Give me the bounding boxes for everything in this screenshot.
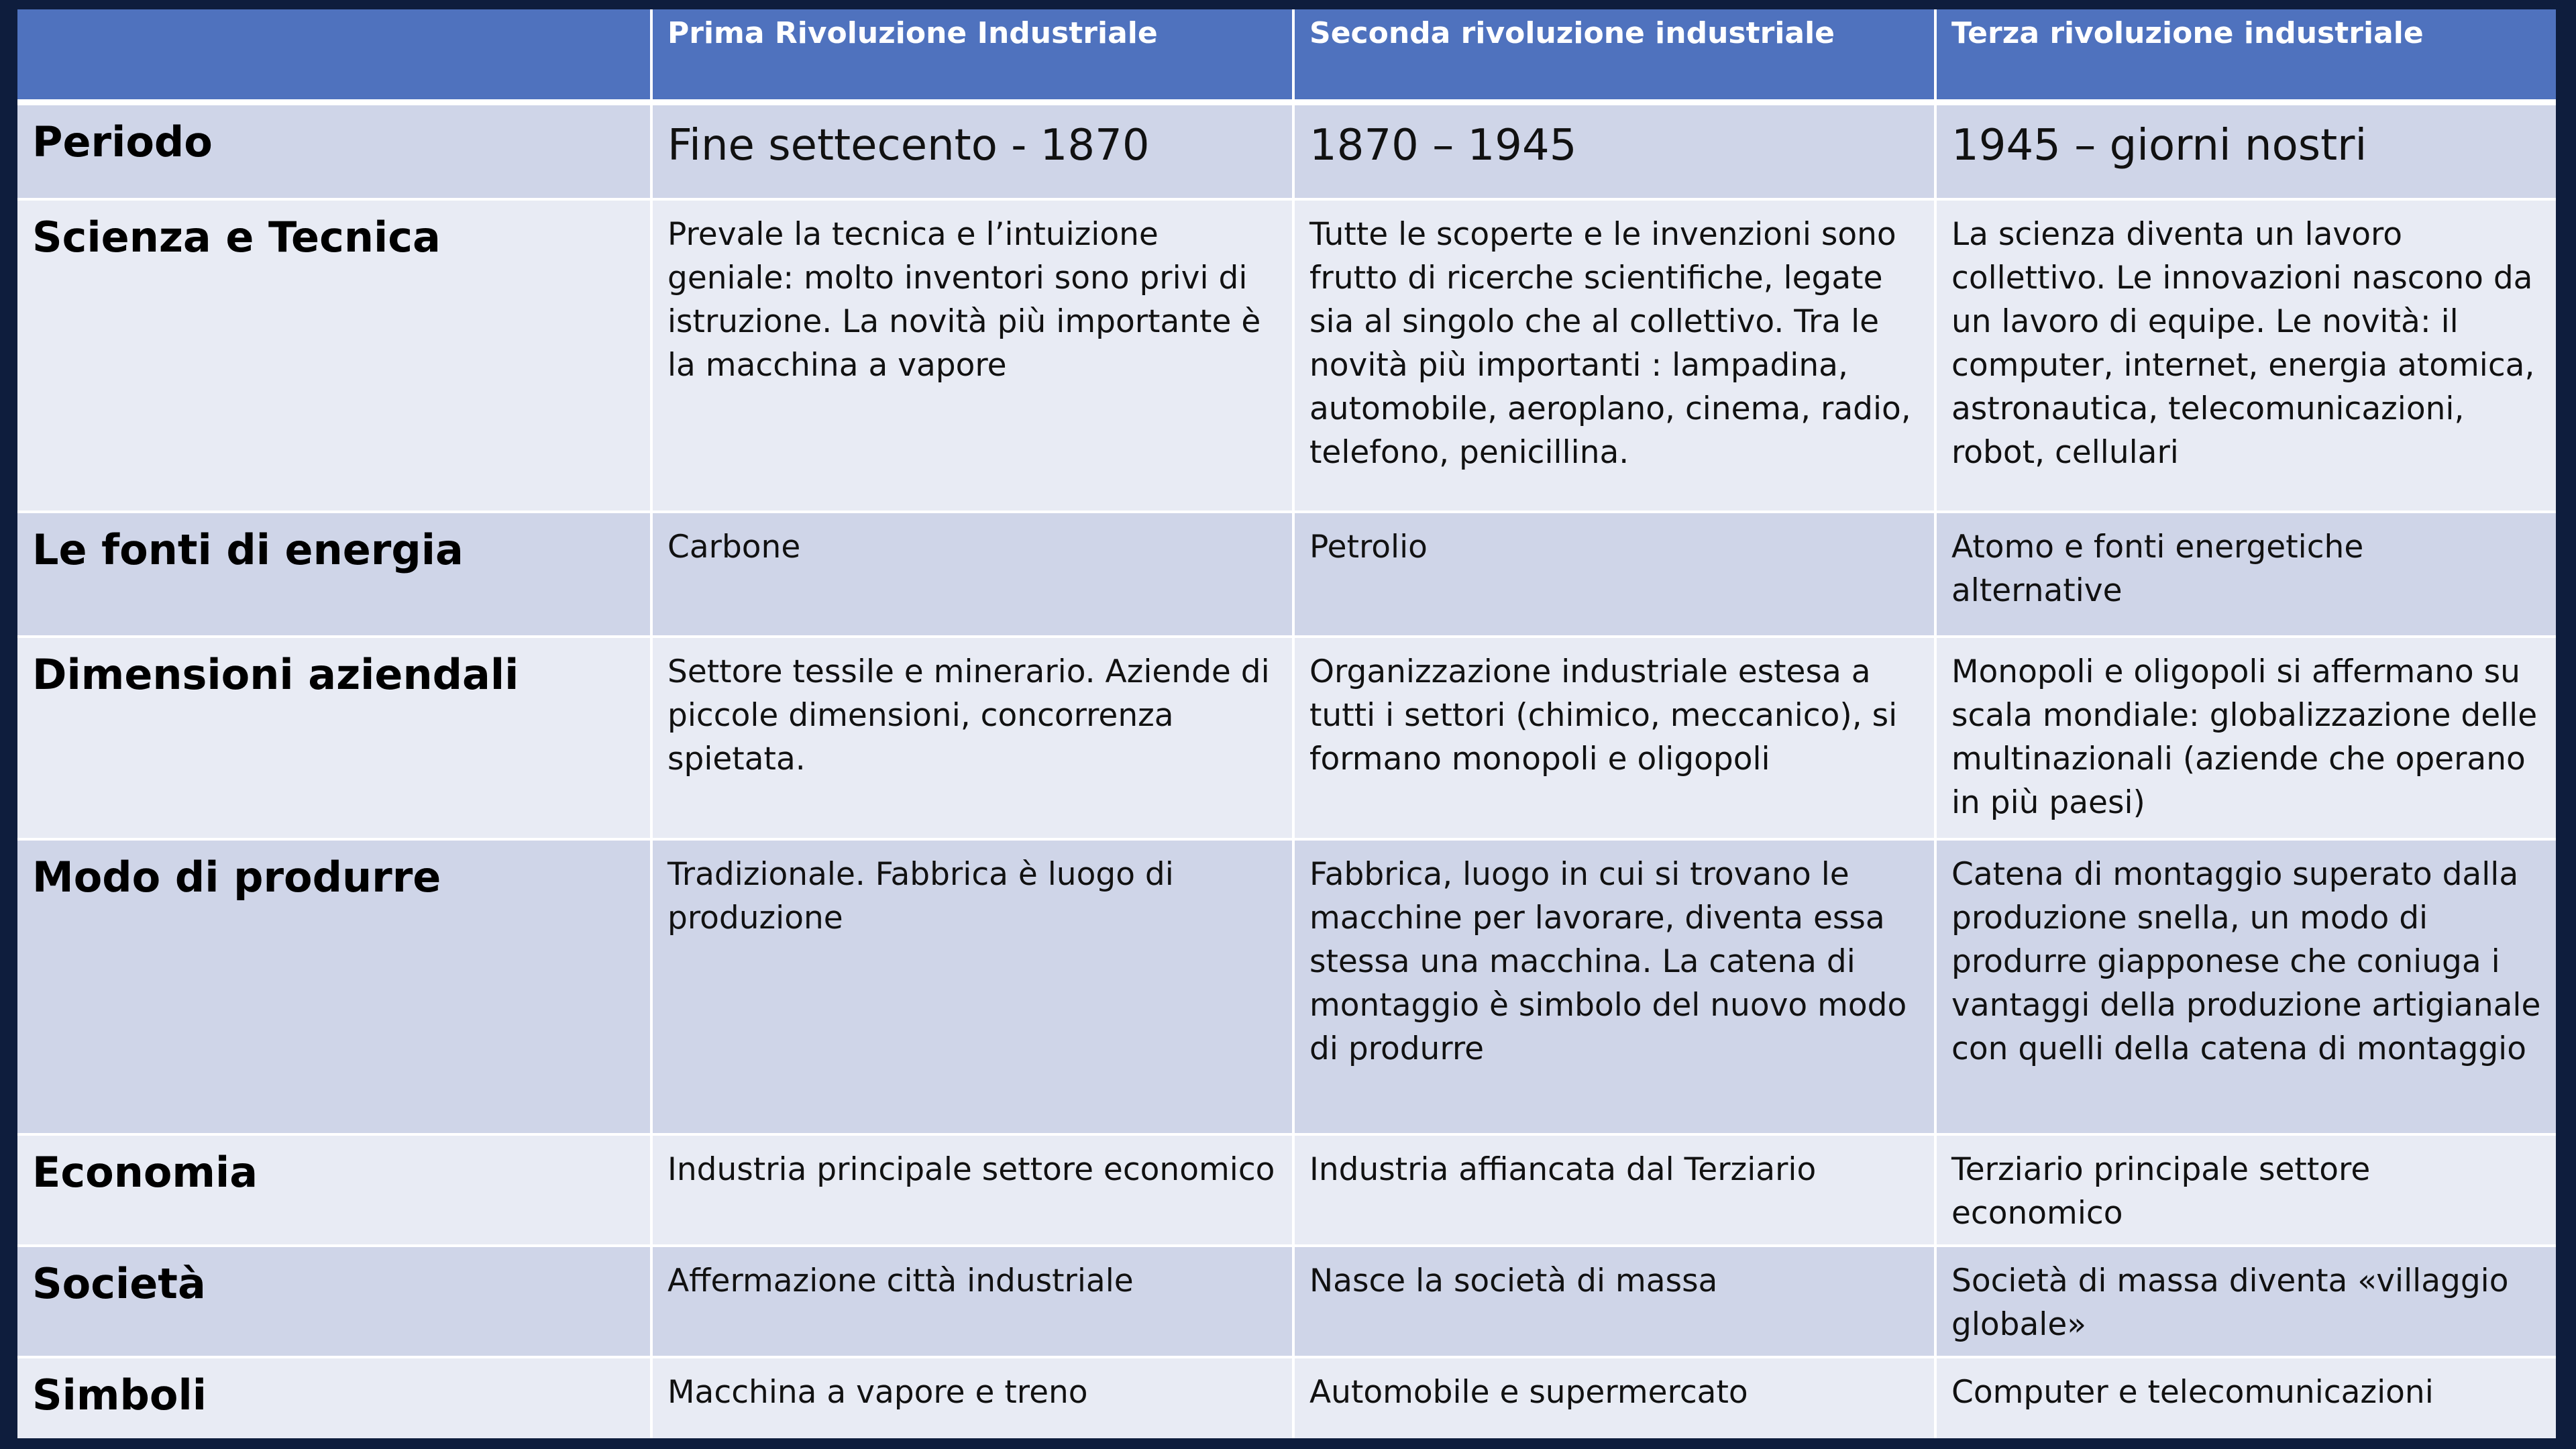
row-label-dimensioni: Dimensioni aziendali — [17, 637, 651, 839]
cell-seconda: Tutte le scoperte e le invenzioni sono frutto di ricerche scientifiche, legate sia al singolo che al collettivo. Tra le novità più importanti : lampadina, automobile, aeroplano, cinema, radio, telefono, penicillina. — [1293, 199, 1935, 512]
header-seconda: Seconda rivoluzione industriale — [1293, 9, 1935, 102]
cell-prima: Prevale la tecnica e l’intuizione geniale: molto inventori sono privi di istruzione. La novità più importante è la macchina a vapore — [651, 199, 1293, 512]
cell-prima: Tradizionale. Fabbrica è luogo di produzione — [651, 839, 1293, 1134]
cell-prima: Industria principale settore economico — [651, 1134, 1293, 1246]
row-label-modo: Modo di produrre — [17, 839, 651, 1134]
cell-seconda: Petrolio — [1293, 512, 1935, 637]
comparison-table — [17, 9, 2556, 1438]
header-empty-cell — [17, 9, 651, 102]
cell-prima: Settore tessile e minerario. Aziende di piccole dimensioni, concorrenza spietata. — [651, 637, 1293, 839]
cell-seconda: Industria affiancata dal Terziario — [1293, 1134, 1935, 1246]
cell-terza: Monopoli e oligopoli si affermano su scala mondiale: globalizzazione delle multinazionali (aziende che operano in più paesi) — [1935, 637, 2556, 839]
header-prima: Prima Rivoluzione Industriale — [651, 9, 1293, 102]
cell-terza: Atomo e fonti energetiche alternative — [1935, 512, 2556, 637]
table-row — [17, 1357, 2556, 1438]
table-row — [17, 102, 2556, 199]
row-label-simboli: Simboli — [17, 1357, 651, 1438]
table-row — [17, 512, 2556, 637]
table-row — [17, 199, 2556, 512]
cell-terza: Catena di montaggio superato dalla produzione snella, un modo di produrre giapponese che coniuga i vantaggi della produzione artigianale con quelli della catena di montaggio — [1935, 839, 2556, 1134]
cell-seconda: Organizzazione industriale estesa a tutti i settori (chimico, meccanico), si formano monopoli e oligopoli — [1293, 637, 1935, 839]
cell-terza: Società di massa diventa «villaggio globale» — [1935, 1246, 2556, 1357]
cell-terza: Terziario principale settore economico — [1935, 1134, 2556, 1246]
row-label-energia: Le fonti di energia — [17, 512, 651, 637]
cell-prima: Fine settecento - 1870 — [651, 102, 1293, 199]
table-header-row — [17, 9, 2556, 102]
table-row — [17, 637, 2556, 839]
cell-prima: Macchina a vapore e treno — [651, 1357, 1293, 1438]
cell-terza: La scienza diventa un lavoro collettivo. Le innovazioni nascono da un lavoro di equipe. Le novità: il computer, internet, energia atomica, astronautica, telecomunicazioni, robot, cellulari — [1935, 199, 2556, 512]
cell-terza: Computer e telecomunicazioni — [1935, 1357, 2556, 1438]
cell-prima: Carbone — [651, 512, 1293, 637]
cell-terza: 1945 – giorni nostri — [1935, 102, 2556, 199]
table-row — [17, 839, 2556, 1134]
cell-seconda: Automobile e supermercato — [1293, 1357, 1935, 1438]
cell-seconda: 1870 – 1945 — [1293, 102, 1935, 199]
cell-seconda: Fabbrica, luogo in cui si trovano le macchine per lavorare, diventa essa stessa una macchina. La catena di montaggio è simbolo del nuovo modo di produrre — [1293, 839, 1935, 1134]
table-row — [17, 1134, 2556, 1246]
cell-seconda: Nasce la società di massa — [1293, 1246, 1935, 1357]
cell-prima: Affermazione città industriale — [651, 1246, 1293, 1357]
row-label-economia: Economia — [17, 1134, 651, 1246]
row-label-scienza: Scienza e Tecnica — [17, 199, 651, 512]
row-label-periodo: Periodo — [17, 102, 651, 199]
row-label-societa: Società — [17, 1246, 651, 1357]
table-row — [17, 1246, 2556, 1357]
header-terza: Terza rivoluzione industriale — [1935, 9, 2556, 102]
